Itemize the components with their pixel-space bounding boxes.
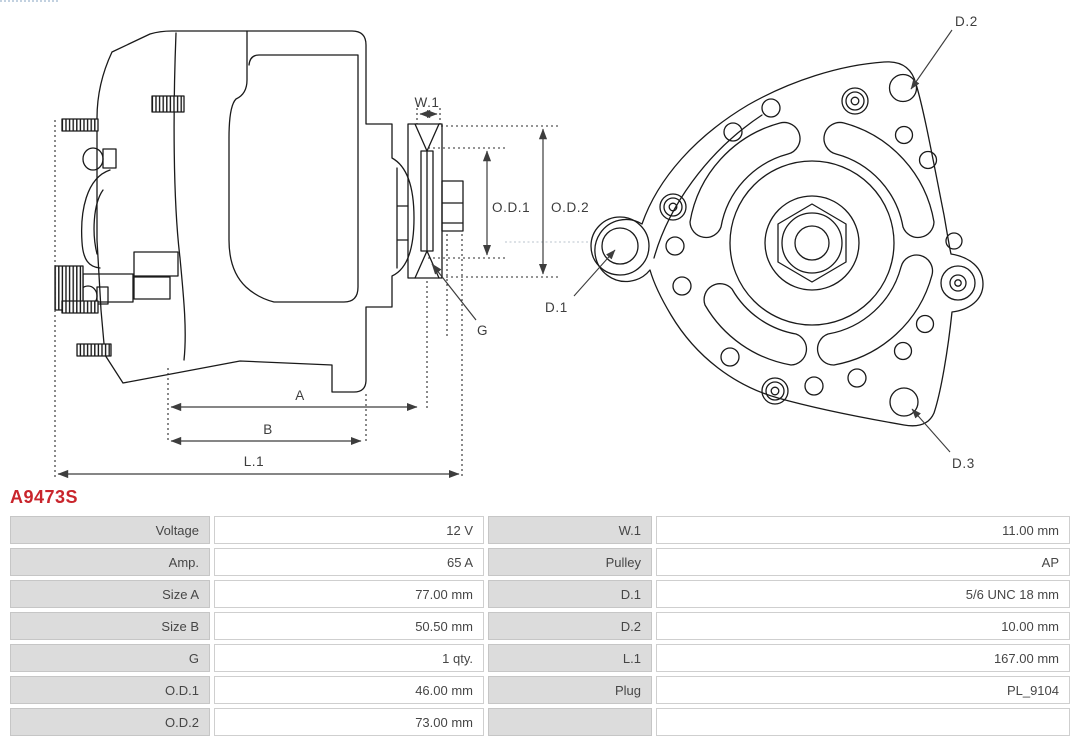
spec-label: Amp. [10, 548, 210, 576]
callout-label-d2: D.2 [955, 14, 978, 29]
spec-label: Pulley [488, 548, 652, 576]
dim-label-od1: O.D.1 [492, 200, 531, 215]
terminal-block [134, 277, 170, 299]
threaded-stud-icon [62, 119, 98, 131]
right-lug-hole [941, 266, 975, 300]
spec-value: 5/6 UNC 18 mm [656, 580, 1070, 608]
leader-arrow-d2 [911, 30, 952, 89]
spec-label: D.1 [488, 580, 652, 608]
spec-table [10, 516, 1070, 736]
housing-outline [595, 62, 983, 426]
front-view [591, 62, 983, 426]
spec-label: W.1 [488, 516, 652, 544]
rotor-center [730, 161, 894, 325]
spec-label: O.D.2 [10, 708, 210, 736]
spec-value: 12 V [214, 516, 484, 544]
spec-value: 167.00 mm [656, 644, 1070, 672]
dim-label-g: G [477, 323, 489, 338]
screw-icon [660, 194, 686, 220]
spec-label: O.D.1 [10, 676, 210, 704]
spec-value: 50.50 mm [214, 612, 484, 640]
callout-label-d1: D.1 [545, 300, 568, 315]
housing-inner-rim [654, 115, 762, 258]
spec-value [656, 708, 1070, 736]
leader-arrow-d3 [912, 409, 950, 452]
dim-label-b: B [263, 422, 273, 437]
alternator-body-outline [97, 31, 414, 392]
spec-value: 10.00 mm [656, 612, 1070, 640]
spec-value: 77.00 mm [214, 580, 484, 608]
threaded-stud-icon [152, 96, 184, 112]
spec-label: Voltage [10, 516, 210, 544]
callout-label-d3: D.3 [952, 456, 975, 471]
spec-label [488, 708, 652, 736]
dome-bolt-body [103, 149, 116, 168]
shaft-end [442, 181, 463, 231]
vent-holes [666, 99, 962, 395]
spec-value: 11.00 mm [656, 516, 1070, 544]
spec-label: Size B [10, 612, 210, 640]
side-view [55, 31, 463, 392]
vent-slots [690, 122, 934, 365]
spec-value: AP [656, 548, 1070, 576]
threaded-stud-icon [77, 344, 111, 356]
leader-arrow-g [432, 264, 476, 320]
spec-label: Size A [10, 580, 210, 608]
dim-label-od2: O.D.2 [551, 200, 590, 215]
rear-cover-outline [229, 31, 358, 302]
bearing-boss-face [397, 168, 408, 268]
spec-value: 65 A [214, 548, 484, 576]
spec-label: G [10, 644, 210, 672]
part-number: A9473S [10, 487, 79, 507]
extension-line [417, 108, 440, 124]
dim-label-a: A [295, 388, 305, 403]
spec-label: D.2 [488, 612, 652, 640]
front-view-callouts [545, 14, 978, 471]
dim-label-l1: L.1 [243, 454, 265, 469]
bracket-seam-line [174, 33, 185, 360]
dome-bolt-icon [83, 148, 103, 170]
spec-value: PL_9104 [656, 676, 1070, 704]
spec-label: Plug [488, 676, 652, 704]
mounting-lug-boss [591, 217, 649, 275]
screw-icon [842, 88, 868, 114]
screw-icon [762, 378, 788, 404]
threaded-stud-icon [62, 301, 98, 313]
hole-d2 [890, 75, 917, 102]
spec-value: 46.00 mm [214, 676, 484, 704]
spec-value: 73.00 mm [214, 708, 484, 736]
terminal-block [134, 252, 178, 276]
shaft-nut-hex [778, 204, 846, 282]
dim-label-w1: W.1 [414, 95, 440, 110]
spec-label: L.1 [488, 644, 652, 672]
mounting-ear-curves [82, 170, 110, 268]
spec-value: 1 qty. [214, 644, 484, 672]
side-view-dimensions [55, 95, 589, 478]
